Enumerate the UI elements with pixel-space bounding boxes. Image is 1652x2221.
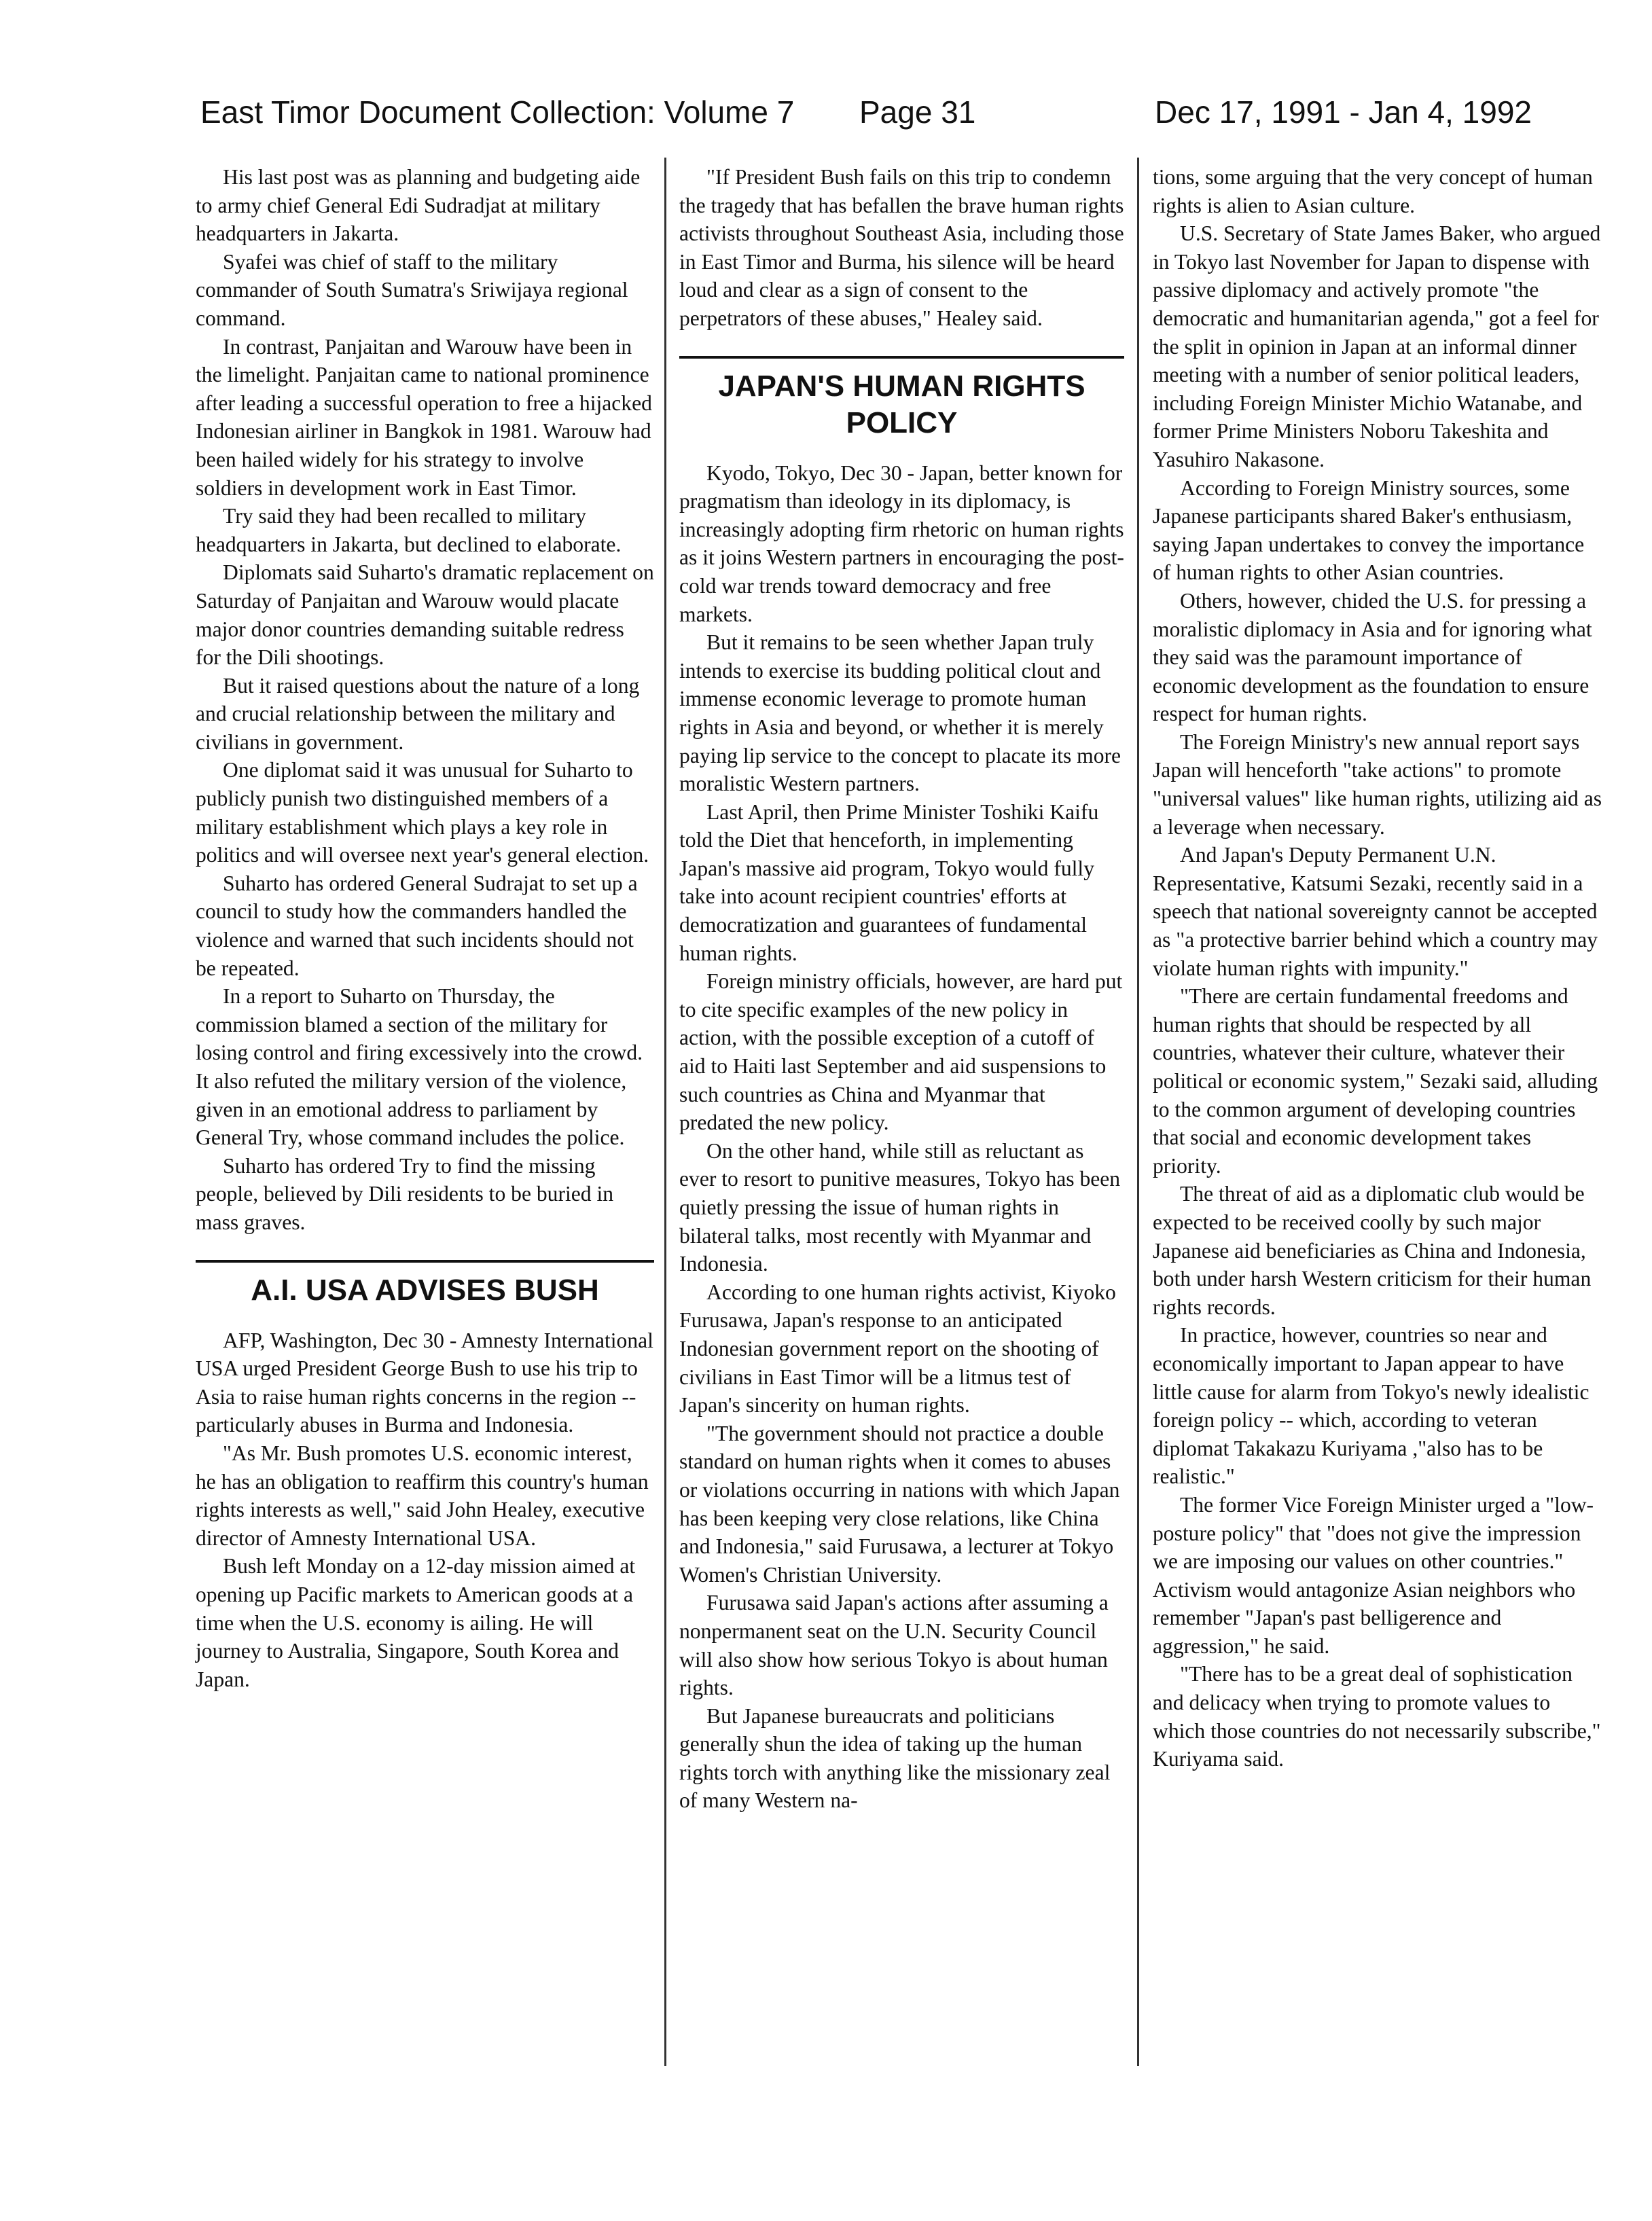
paragraph: Others, however, chided the U.S. for pressing a moralistic diplomacy in Asia and for ignoring what they said was the paramount importance of economic development as the foundation to ensure respect for human rights. <box>1153 588 1592 726</box>
page-number: Page 31 <box>859 94 976 130</box>
paragraph: But Japanese bureaucrats and politicians generally shun the idea of taking up the human rights torch with anything like the missionary zeal of many Western na- <box>679 1703 1111 1813</box>
paragraph: Foreign ministry officials, however, are hard put to cite specific examples of the new policy in action, with the possible exception of a cutoff of aid to Haiti last September and aid suspensions to such countries as China and Myanmar that predated the new policy. <box>679 969 1123 1135</box>
paragraph: "There has to be a great deal of sophistication and delicacy when trying to promote values to which those countries do not necessarily subscribe," Kuriyama said. <box>1153 1662 1601 1771</box>
paragraph: Furusawa said Japan's actions after assuming a nonpermanent seat on the U.N. Security Council will also show how serious Tokyo is about human rights. <box>679 1591 1109 1700</box>
paragraph: Kyodo, Tokyo, Dec 30 - Japan, better known for pragmatism than ideology in its diplomacy, is increasingly adopting firm rhetoric on human rights as it joins Western partners in encouraging the post-cold war trends toward democracy and free markets. <box>679 461 1124 626</box>
column-2 <box>679 163 1124 1815</box>
paragraph: Syafei was chief of staff to the military commander of South Sumatra's Sriwijaya regional command. <box>196 249 628 330</box>
page-header <box>200 94 1532 141</box>
paragraph: According to Foreign Ministry sources, some Japanese participants shared Baker's enthusiasm, saying Japan undertakes to convey the importance of human rights to other Asian countries. <box>1153 475 1585 585</box>
paragraph: His last post was as planning and budgeting aide to army chief General Edi Sudradjat at military headquarters in Jakarta. <box>196 165 641 246</box>
headline-ai-usa: A.I. USA ADVISES BUSH <box>251 1273 599 1307</box>
paragraph: And Japan's Deputy Permanent U.N. Representative, Katsumi Sezaki, recently said in a speech that national sovereignty cannot be accepted as "a protective barrier behind which a country may violate human rights with impunity." <box>1153 843 1598 980</box>
paragraph: In a report to Suharto on Thursday, the commission blamed a section of the military for losing control and firing excessively into the crowd. It also refuted the military version of the violence, given in an emotional address to parliament by General Try, whose command includes the police. <box>196 984 643 1150</box>
paragraph: Suharto has ordered Try to find the missing people, believed by Dili residents to be buried in mass graves. <box>196 1153 614 1234</box>
paragraph: "As Mr. Bush promotes U.S. economic interest, he has an obligation to reaffirm this country's human rights interests as well," said John Healey, executive director of Amnesty International USA. <box>196 1441 649 1550</box>
paragraph: Bush left Monday on a 12-day mission aimed at opening up Pacific markets to American goods at a time when the U.S. economy is ailing. He will journey to Australia, Singapore, South Korea and Japan. <box>196 1554 636 1691</box>
paragraph: Last April, then Prime Minister Toshiki Kaifu told the Diet that henceforth, in implementing Japan's massive aid program, Tokyo would fully take into acount recipient countries' efforts at democratization and guarantees of fundamental human rights. <box>679 799 1099 965</box>
paragraph: AFP, Washington, Dec 30 - Amnesty International USA urged President George Bush to use his trip to Asia to raise human rights concerns in the region -- particularly abuses in Burma and Indonesia. <box>196 1328 653 1437</box>
date-range: Dec 17, 1991 - Jan 4, 1992 <box>1155 94 1532 130</box>
paragraph: "There are certain fundamental freedoms and human rights that should be respected by all countries, whatever their culture, whatever their political or economic system," Sezaki said, alluding to the common argument of developing countries that social and economic development takes priority. <box>1153 984 1598 1178</box>
column-divider-2 <box>1137 158 1139 2066</box>
paragraph: "The government should not practice a double standard on human rights when it comes to abuses or violations occurring in nations with which Japan has been keeping very close relations, like China and Indonesia," said Furusawa, a lecturer at Tokyo Women's Christian University. <box>679 1421 1120 1587</box>
collection-title: East Timor Document Collection: Volume 7 <box>200 94 795 130</box>
paragraph: U.S. Secretary of State James Baker, who argued in Tokyo last November for Japan to dispense with passive diplomacy and actively promote "the democratic and humanitarian agenda," got a feel for the split in opinion in Japan at an informal dinner meeting with a number of senior political leaders, including Foreign Minister Michio Watanabe, and former Prime Ministers Noboru Takeshita and Yasuhiro Nakasone. <box>1153 221 1601 471</box>
paragraph: In practice, however, countries so near and economically important to Japan appear to have little cause for alarm from Tokyo's newly idealistic foreign policy -- which, according to veteran diplomat Takakazu Kuriyama ,"also has to be realistic." <box>1153 1323 1590 1489</box>
column-1 <box>196 163 654 1693</box>
column-3 <box>1153 163 1604 1773</box>
paragraph: One diplomat said it was unusual for Suharto to publicly punish two distinguished members of a military establishment which plays a key role in politics and will oversee next year's general election. <box>196 758 649 867</box>
paragraph: Try said they had been recalled to military headquarters in Jakarta, but declined to elaborate. <box>196 504 622 556</box>
headline-japan-policy: JAPAN'S HUMAN RIGHTS POLICY <box>718 369 1085 439</box>
paragraph: But it remains to be seen whether Japan truly intends to exercise its budding political clout and immense economic leverage to promote human rights in Asia and beyond, or whether it is merely paying lip service to the concept to placate its more moralistic Western partners. <box>679 630 1121 796</box>
paragraph: Diplomats said Suharto's dramatic replacement on Saturday of Panjaitan and Warouw would placate major donor countries demanding suitable redress for the Dili shootings. <box>196 560 654 670</box>
paragraph: But it raised questions about the nature of a long and crucial relationship between the military and civilians in government. <box>196 673 640 754</box>
section-rule <box>196 1260 654 1263</box>
section-rule <box>679 356 1124 359</box>
paragraph: The threat of aid as a diplomatic club would be expected to be received coolly by such major Japanese aid beneficiaries as China and Indonesia, both under harsh Western criticism for their human rights records. <box>1153 1182 1592 1319</box>
paragraph: According to one human rights activist, Kiyoko Furusawa, Japan's response to an anticipated Indonesian government report on the shooting of civilians in East Timor will be a litmus test of Japan's sincerity on human rights. <box>679 1280 1116 1418</box>
paragraph: The former Vice Foreign Minister urged a "low-posture policy" that "does not give the impression we are imposing our values on other countries." Activism would antagonize Asian neighbors who remember "Japan's past belligerence and aggression," he said. <box>1153 1492 1594 1658</box>
paragraph: The Foreign Ministry's new annual report says Japan will henceforth "take actions" to promote "universal values" like human rights, utilizing aid as a leverage when necessary. <box>1153 729 1602 839</box>
paragraph: On the other hand, while still as reluctant as ever to resort to punitive measures, Tokyo has been quietly pressing the issue of human rights in bilateral talks, most recently with Myanmar and Indonesia. <box>679 1138 1121 1276</box>
paragraph: "If President Bush fails on this trip to condemn the tragedy that has befallen the brave human rights activists throughout Southeast Asia, including those in East Timor and Burma, his silence will be heard loud and clear as a sign of consent to the perpetrators of these abuses," Healey said. <box>679 165 1124 330</box>
paragraph: tions, some arguing that the very concept of human rights is alien to Asian culture. <box>1153 165 1593 217</box>
paragraph: In contrast, Panjaitan and Warouw have been in the limelight. Panjaitan came to national prominence after leading a successful operation to free a hijacked Indonesian airliner in Bangkok in 1981. Warouw had been hailed widely for his strategy to involve soldiers in development work in East Timor. <box>196 334 652 500</box>
column-divider-1 <box>664 158 666 2066</box>
paragraph: Suharto has ordered General Sudrajat to set up a council to study how the commanders handled the violence and warned that such incidents should not be repeated. <box>196 871 638 980</box>
